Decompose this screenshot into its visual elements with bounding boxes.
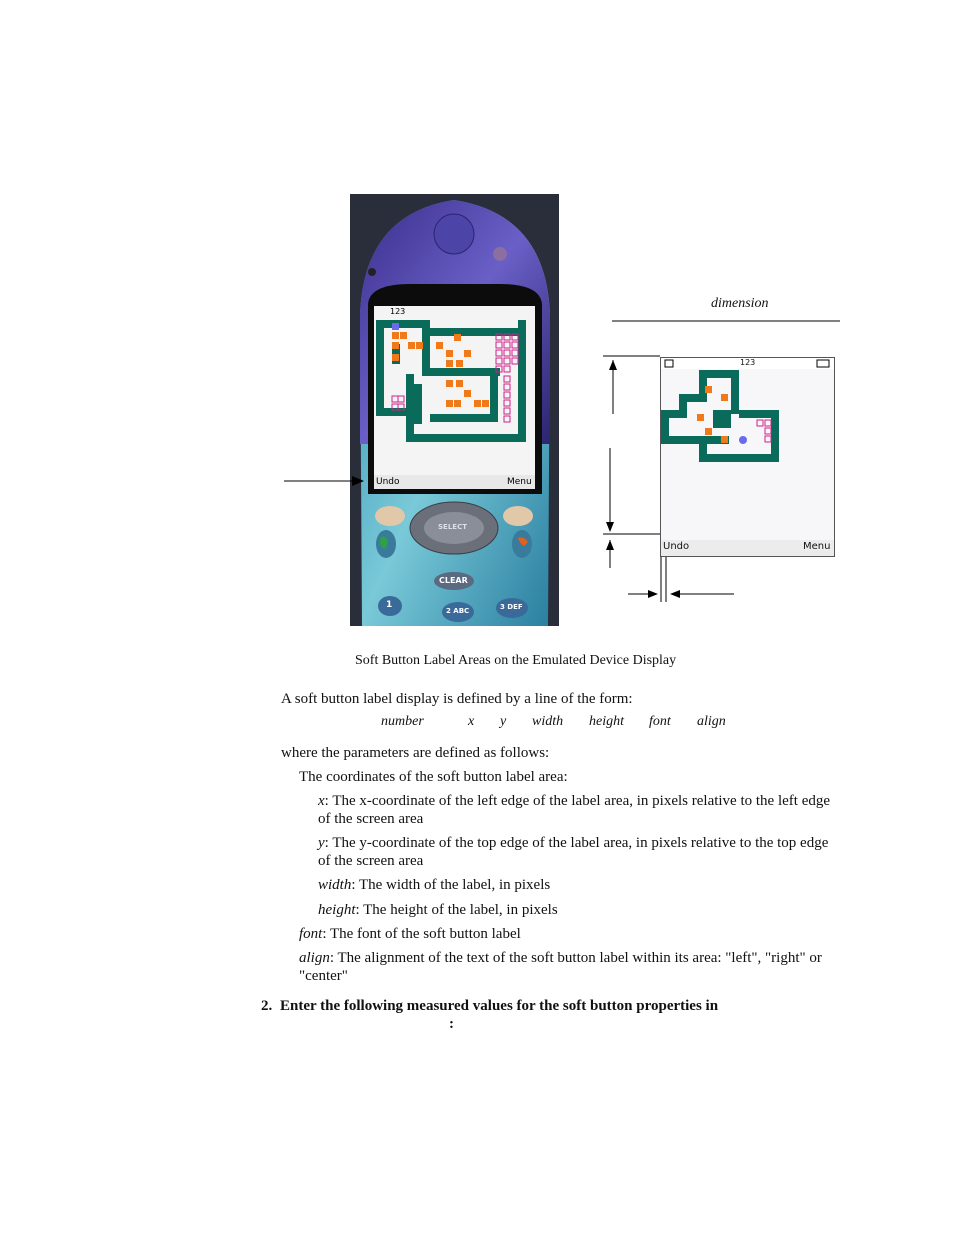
def-x-term: x xyxy=(318,793,325,809)
coords-intro: The coordinates of the soft button label area: xyxy=(299,769,568,785)
def-font-term: font xyxy=(299,926,323,942)
step-2 xyxy=(261,997,718,1015)
sokoban-screen-graphic xyxy=(661,358,834,556)
phone-select-key-label: SELECT xyxy=(438,523,467,531)
def-width-text: : The width of the label, in pixels xyxy=(351,877,551,893)
phone-key3-label: 3 DEF xyxy=(500,603,523,611)
def-height-term: height xyxy=(318,902,356,918)
where-paragraph: where the parameters are defined as follows: xyxy=(281,745,550,761)
emulated-screen-capture xyxy=(660,357,835,557)
figure-caption: Soft Button Label Areas on the Emulated Device Display xyxy=(355,653,677,668)
def-font xyxy=(299,925,521,943)
step-2-colon: : xyxy=(449,1016,454,1032)
def-align xyxy=(299,949,829,985)
step-2-text: Enter the following measured values for the soft button properties in xyxy=(280,998,719,1014)
param-align: align xyxy=(697,714,726,729)
param-width: width xyxy=(532,714,564,729)
step-2-number: 2. xyxy=(261,998,273,1014)
screen-soft-right-label: Menu xyxy=(803,541,831,552)
def-y xyxy=(318,834,838,870)
def-x xyxy=(318,792,838,828)
def-align-term: align xyxy=(299,950,330,966)
emulator-phone-image xyxy=(350,194,559,626)
def-font-text: : The font of the soft button label xyxy=(322,926,521,942)
phone-soft-left-label: Undo xyxy=(376,477,400,487)
phone-body-graphic xyxy=(350,194,559,626)
param-y: y xyxy=(500,714,507,729)
soft-label-pointer-arrow xyxy=(282,472,366,490)
def-width-term: width xyxy=(318,877,352,893)
param-x: x xyxy=(468,714,475,729)
def-y-text: : The y-coordinate of the top edge of the label area, in pixels relative to the top edge of the screen area xyxy=(318,835,829,869)
def-y-term: y xyxy=(318,835,325,851)
def-x-text: : The x-coordinate of the left edge of the label area, in pixels relative to the left edge of the screen area xyxy=(318,793,831,827)
phone-key1-label: 1 xyxy=(386,600,393,610)
intro-paragraph: A soft button label display is defined by a line of the form: xyxy=(281,691,633,707)
def-height xyxy=(318,901,558,919)
phone-key2-label: 2 ABC xyxy=(446,607,470,615)
param-height: height xyxy=(589,714,624,729)
dimension-label: dimension xyxy=(711,296,769,311)
phone-soft-right-label: Menu xyxy=(507,477,532,487)
param-number: number xyxy=(381,714,424,729)
def-width xyxy=(318,876,550,894)
screen-soft-left-label: Undo xyxy=(663,541,690,552)
phone-clear-key-label: CLEAR xyxy=(439,576,468,585)
screen-status-text: 123 xyxy=(740,358,756,367)
phone-status-text: 123 xyxy=(390,307,406,316)
def-height-text: : The height of the label, in pixels xyxy=(355,902,558,918)
def-align-text: : The alignment of the text of the soft button label within its area: "left", "right" or "center" xyxy=(299,950,822,984)
param-font: font xyxy=(649,714,671,729)
